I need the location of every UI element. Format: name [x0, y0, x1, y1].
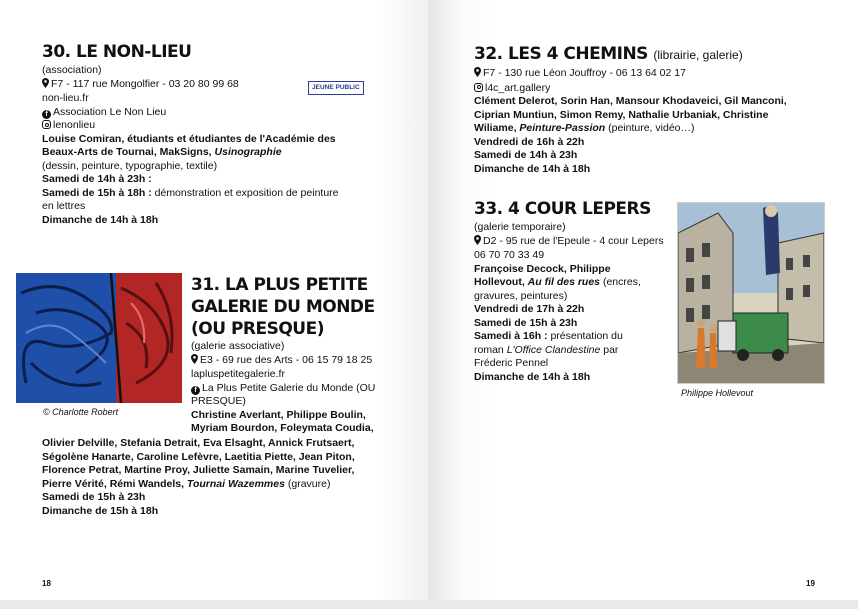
artists-line: Hollevout, Au fil des rues (encres,	[474, 276, 641, 288]
artists-line: Ciprian Muntiun, Simon Remy, Nathalie Urbaniak, Christine	[474, 108, 769, 121]
schedule-line: Fréderic Pennel	[474, 357, 549, 369]
map-pin-icon	[42, 78, 49, 93]
artists-line: Olivier Delville, Stefania Detrait, Eva Elsaght, Annick Frutsaert,	[42, 437, 355, 449]
artists-line: Ségolène Hanarte, Caroline Lefèvre, Laetitia Piette, Jean Piton,	[42, 450, 355, 463]
map-pin-icon	[474, 235, 481, 250]
entry-type: (galerie temporaire)	[474, 221, 566, 233]
website-link[interactable]: non-lieu.fr	[42, 92, 89, 104]
schedule-line: Dimanche de 14h à 18h	[474, 162, 591, 175]
facebook-icon: f	[42, 110, 51, 119]
schedule-line: roman L'Office Clandestine par	[474, 343, 619, 356]
artists-line: Françoise Decock, Philippe	[474, 262, 611, 275]
entry-31-body	[42, 437, 355, 518]
address-line: D2 - 95 rue de l'Epeule - 4 cour Lepers	[474, 235, 664, 250]
entry-type: (galerie associative)	[191, 340, 285, 352]
schedule-line: Samedi de 14h à 23h	[474, 149, 578, 161]
street-illustration	[677, 202, 825, 384]
schedule-line: Dimanche de 15h à 18h	[42, 504, 159, 517]
page-number: 19	[806, 579, 815, 588]
schedule-line: Dimanche de 14h à 18h	[474, 370, 591, 383]
mediums-line: (dessin, peinture, typographie, textile)	[42, 159, 218, 172]
schedule-line: Samedi de 15h à 18h : démonstration et exposition de peinture	[42, 186, 339, 199]
artists-line: Wiliame, Peinture-Passion (peinture, vidéo…)	[474, 122, 695, 134]
entry-title: 33. 4 COUR LEPERS	[474, 199, 651, 219]
artists-line: Beaux-Arts de Tournai, MakSigns, Usinographie	[42, 146, 282, 158]
address-line: E3 - 69 rue des Arts - 06 15 79 18 25	[191, 354, 375, 369]
artists-line: Louise Comiran, étudiants et étudiantes de l'Académie des	[42, 132, 336, 145]
entry-title: 32. LES 4 CHEMINS (librairie, galerie)	[474, 44, 743, 64]
painting-image	[16, 273, 182, 403]
facebook-icon: f	[191, 386, 200, 395]
instagram-line[interactable]: lenonlieu	[42, 119, 339, 133]
artists-line: Clément Delerot, Sorin Han, Mansour Khodaveici, Gil Manconi,	[474, 95, 787, 107]
facebook-line[interactable]: f Association Le Non Lieu	[42, 106, 339, 120]
website-link[interactable]: lapluspetitegalerie.fr	[191, 368, 285, 380]
schedule-line: Vendredi de 17h à 22h	[474, 303, 585, 315]
left-page	[0, 0, 428, 600]
schedule-line: Dimanche de 14h à 18h	[42, 213, 159, 226]
instagram-line[interactable]: l4c_art.gallery	[474, 82, 787, 96]
entry-32	[474, 44, 787, 176]
address-line: F7 - 117 rue Mongolfier - 03 20 80 99 68	[42, 78, 339, 93]
schedule-line: Samedi de 14h à 23h :	[42, 173, 152, 185]
map-pin-icon	[191, 354, 198, 369]
schedule-line: Samedi de 15h à 23h	[42, 491, 146, 503]
artists-line: Myriam Bourdon, Foleymata Coudia,	[191, 422, 374, 434]
entry-title: 31. LA PLUS PETITE GALERIE DU MONDE (OU PRESQUE)	[191, 275, 375, 339]
artists-line: Pierre Vérité, Rémi Wandels, Tournai Wazemmes (gravure)	[42, 477, 331, 490]
jeune-public-badge: JEUNE PUBLIC	[308, 81, 364, 95]
page-number: 18	[42, 579, 51, 588]
instagram-icon	[42, 120, 51, 129]
facebook-line-cont: PRESQUE)	[191, 395, 246, 407]
artists-line: gravures, peintures)	[474, 289, 568, 302]
artists-line: Christine Averlant, Philippe Boulin,	[191, 408, 366, 421]
entry-title: 30. LE NON-LIEU	[42, 42, 192, 62]
map-pin-icon	[474, 67, 481, 82]
instagram-icon	[474, 83, 483, 92]
schedule-line: Vendredi de 16h à 22h	[474, 135, 585, 148]
schedule-line: en lettres	[42, 200, 86, 212]
phone-line: 06 70 70 33 49	[474, 249, 545, 261]
schedule-line: Samedi de 15h à 23h	[474, 316, 578, 329]
entry-subtitle: (librairie, galerie)	[653, 48, 743, 62]
entry-31-header	[191, 274, 375, 436]
entry-type: (association)	[42, 64, 102, 76]
entry-30	[42, 42, 339, 227]
image-caption: © Charlotte Robert	[43, 407, 119, 417]
artists-line: Florence Petrat, Martine Proy, Juliette Samain, Marine Tuvelier,	[42, 464, 355, 476]
address-line: F7 - 130 rue Léon Jouffroy - 06 13 64 02 17	[474, 67, 787, 82]
facebook-line[interactable]: f La Plus Petite Galerie du Monde (OU	[191, 382, 375, 396]
schedule-line: Samedi à 16h : présentation du	[474, 330, 623, 342]
entry-33	[474, 199, 664, 384]
image-caption: Philippe Hollevout	[681, 388, 754, 398]
right-page	[429, 0, 858, 600]
